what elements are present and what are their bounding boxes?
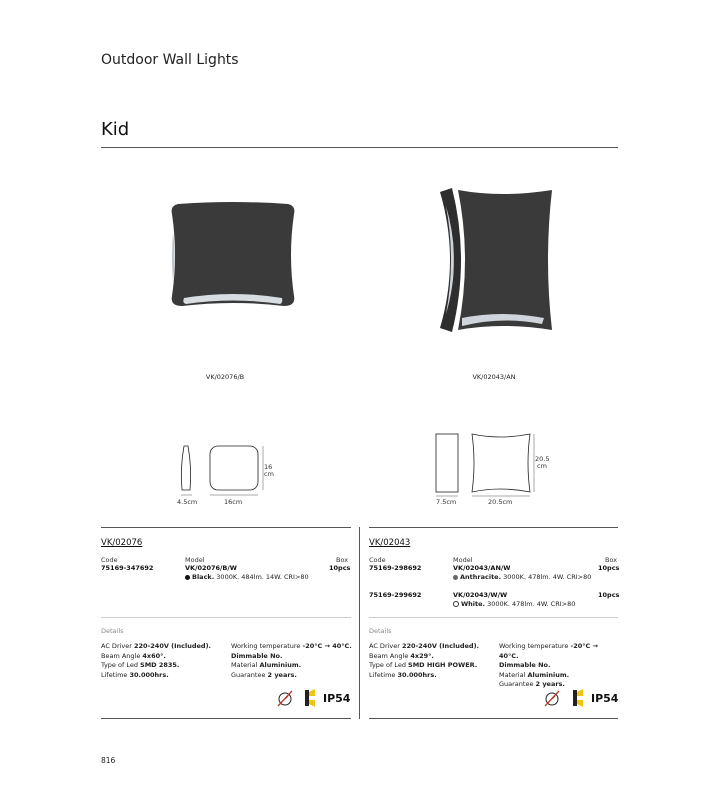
image-caption-1: VK/02076/B [205,373,245,381]
light-specs-2b: 3000K. 478lm. 4W. CRI>80 [487,600,576,608]
code-label-1: Code [101,556,118,564]
details-label-1: Details [101,627,124,635]
category-title: Outdoor Wall Lights [101,52,239,68]
product-code-2a: 75169-298692 [369,564,422,572]
spec-beam-angle: Beam Angle 4x60°. [101,651,166,660]
color-name-2b: White. [461,600,486,608]
spec-beam-angle: Beam Angle 4x29°. [369,651,434,660]
spec-working-temp: Working temperature -20°C → 40°C. [231,642,352,650]
spec-dimmable: Dimmable No. [231,651,283,660]
product-image-square-light [170,202,296,308]
color-name-2a: Anthracite. [460,573,502,581]
wall-light-beam-icon [303,688,317,708]
no-dimmer-icon [275,688,295,708]
column-separator [359,527,360,719]
section-divider-left [101,527,351,528]
no-dimmer-icon [542,688,562,708]
code-label-2: Code [369,556,386,564]
spec-led-type: Type of Led SMD 2835. [101,661,180,669]
spec-guarantee: Guarantee 2 years. [231,670,297,679]
page-number: 816 [101,756,116,765]
model-code-2b: VK/02043/W/W [453,591,508,599]
section-divider-right [369,527,618,528]
spec-lifetime: Lifetime 30.000hrs. [101,670,169,679]
product-title: Kid [101,119,130,140]
spec-lifetime: Lifetime 30.000hrs. [369,670,437,679]
box-qty-1: 10pcs [329,564,351,572]
section-code-title-2: VK/02043 [369,538,411,548]
product-code-2b: 75169-299692 [369,591,422,599]
spec-list-left-1 [101,642,226,680]
image-caption-2: VK/02043/AN [472,373,516,381]
bottom-divider-left [101,718,351,719]
color-name-1: Black. [192,573,215,581]
ip-rating-1: IP54 [323,692,351,705]
black-swatch-icon [185,575,190,580]
light-specs-1: 3000K. 484lm. 14W. CRI>80 [216,573,309,581]
spec-driver: AC Driver 220-240V (Included). [101,642,212,650]
box-qty-2b: 10pcs [598,591,620,599]
bottom-divider-right [369,718,618,719]
spec-guarantee: Guarantee 2 years. [499,680,565,688]
spec-working-temp: Working temperature -20°C → 40°C. [499,642,598,660]
section-code-title-1: VK/02076 [101,538,143,548]
depth-label-2: 7.5cm [436,498,457,506]
wall-light-beam-icon [571,688,585,708]
height-unit-1: cm [264,470,274,478]
model-code-2a: VK/02043/AN/W [453,564,511,572]
color-spec-1 [185,573,309,581]
spec-dimmable: Dimmable No. [499,661,551,669]
spec-material: Material Aluminium. [231,661,302,669]
spec-material: Material Aluminium. [499,670,570,679]
color-spec-2a [453,573,591,581]
details-label-2: Details [369,627,392,635]
box-label-2: Box [605,556,618,564]
white-swatch-icon [453,601,459,607]
details-divider-1 [101,617,351,618]
width-label-2: 20.5cm [488,498,513,506]
spec-list-right-2 [499,642,619,690]
ip-rating-2: IP54 [591,692,619,705]
anthracite-swatch-icon [453,575,458,580]
model-code-1: VK/02076/B/W [185,564,237,572]
depth-label-1: 4.5cm [177,498,198,506]
header-divider [101,147,618,148]
spec-list-right-1 [231,642,356,680]
product-code-1: 75169-347692 [101,564,154,572]
model-label-2: Model [453,556,473,564]
height-value-2: 20.5 [535,455,550,463]
color-spec-2b [453,600,575,608]
width-label-1: 16cm [224,498,243,506]
spec-list-left-2 [369,642,494,680]
spec-led-type: Type of Led SMD HIGH POWER. [369,661,478,669]
model-label-1: Model [185,556,205,564]
height-unit-2: cm [537,462,547,470]
spec-driver: AC Driver 220-240V (Included). [369,642,480,650]
product-image-curved-light [432,186,556,334]
box-qty-2a: 10pcs [598,564,620,572]
details-divider-2 [369,617,618,618]
box-label-1: Box [336,556,349,564]
dimension-drawing-2 [430,428,540,508]
light-specs-2a: 3000K. 478lm. 4W. CRI>80 [503,573,592,581]
height-value-1: 16 [264,463,273,471]
